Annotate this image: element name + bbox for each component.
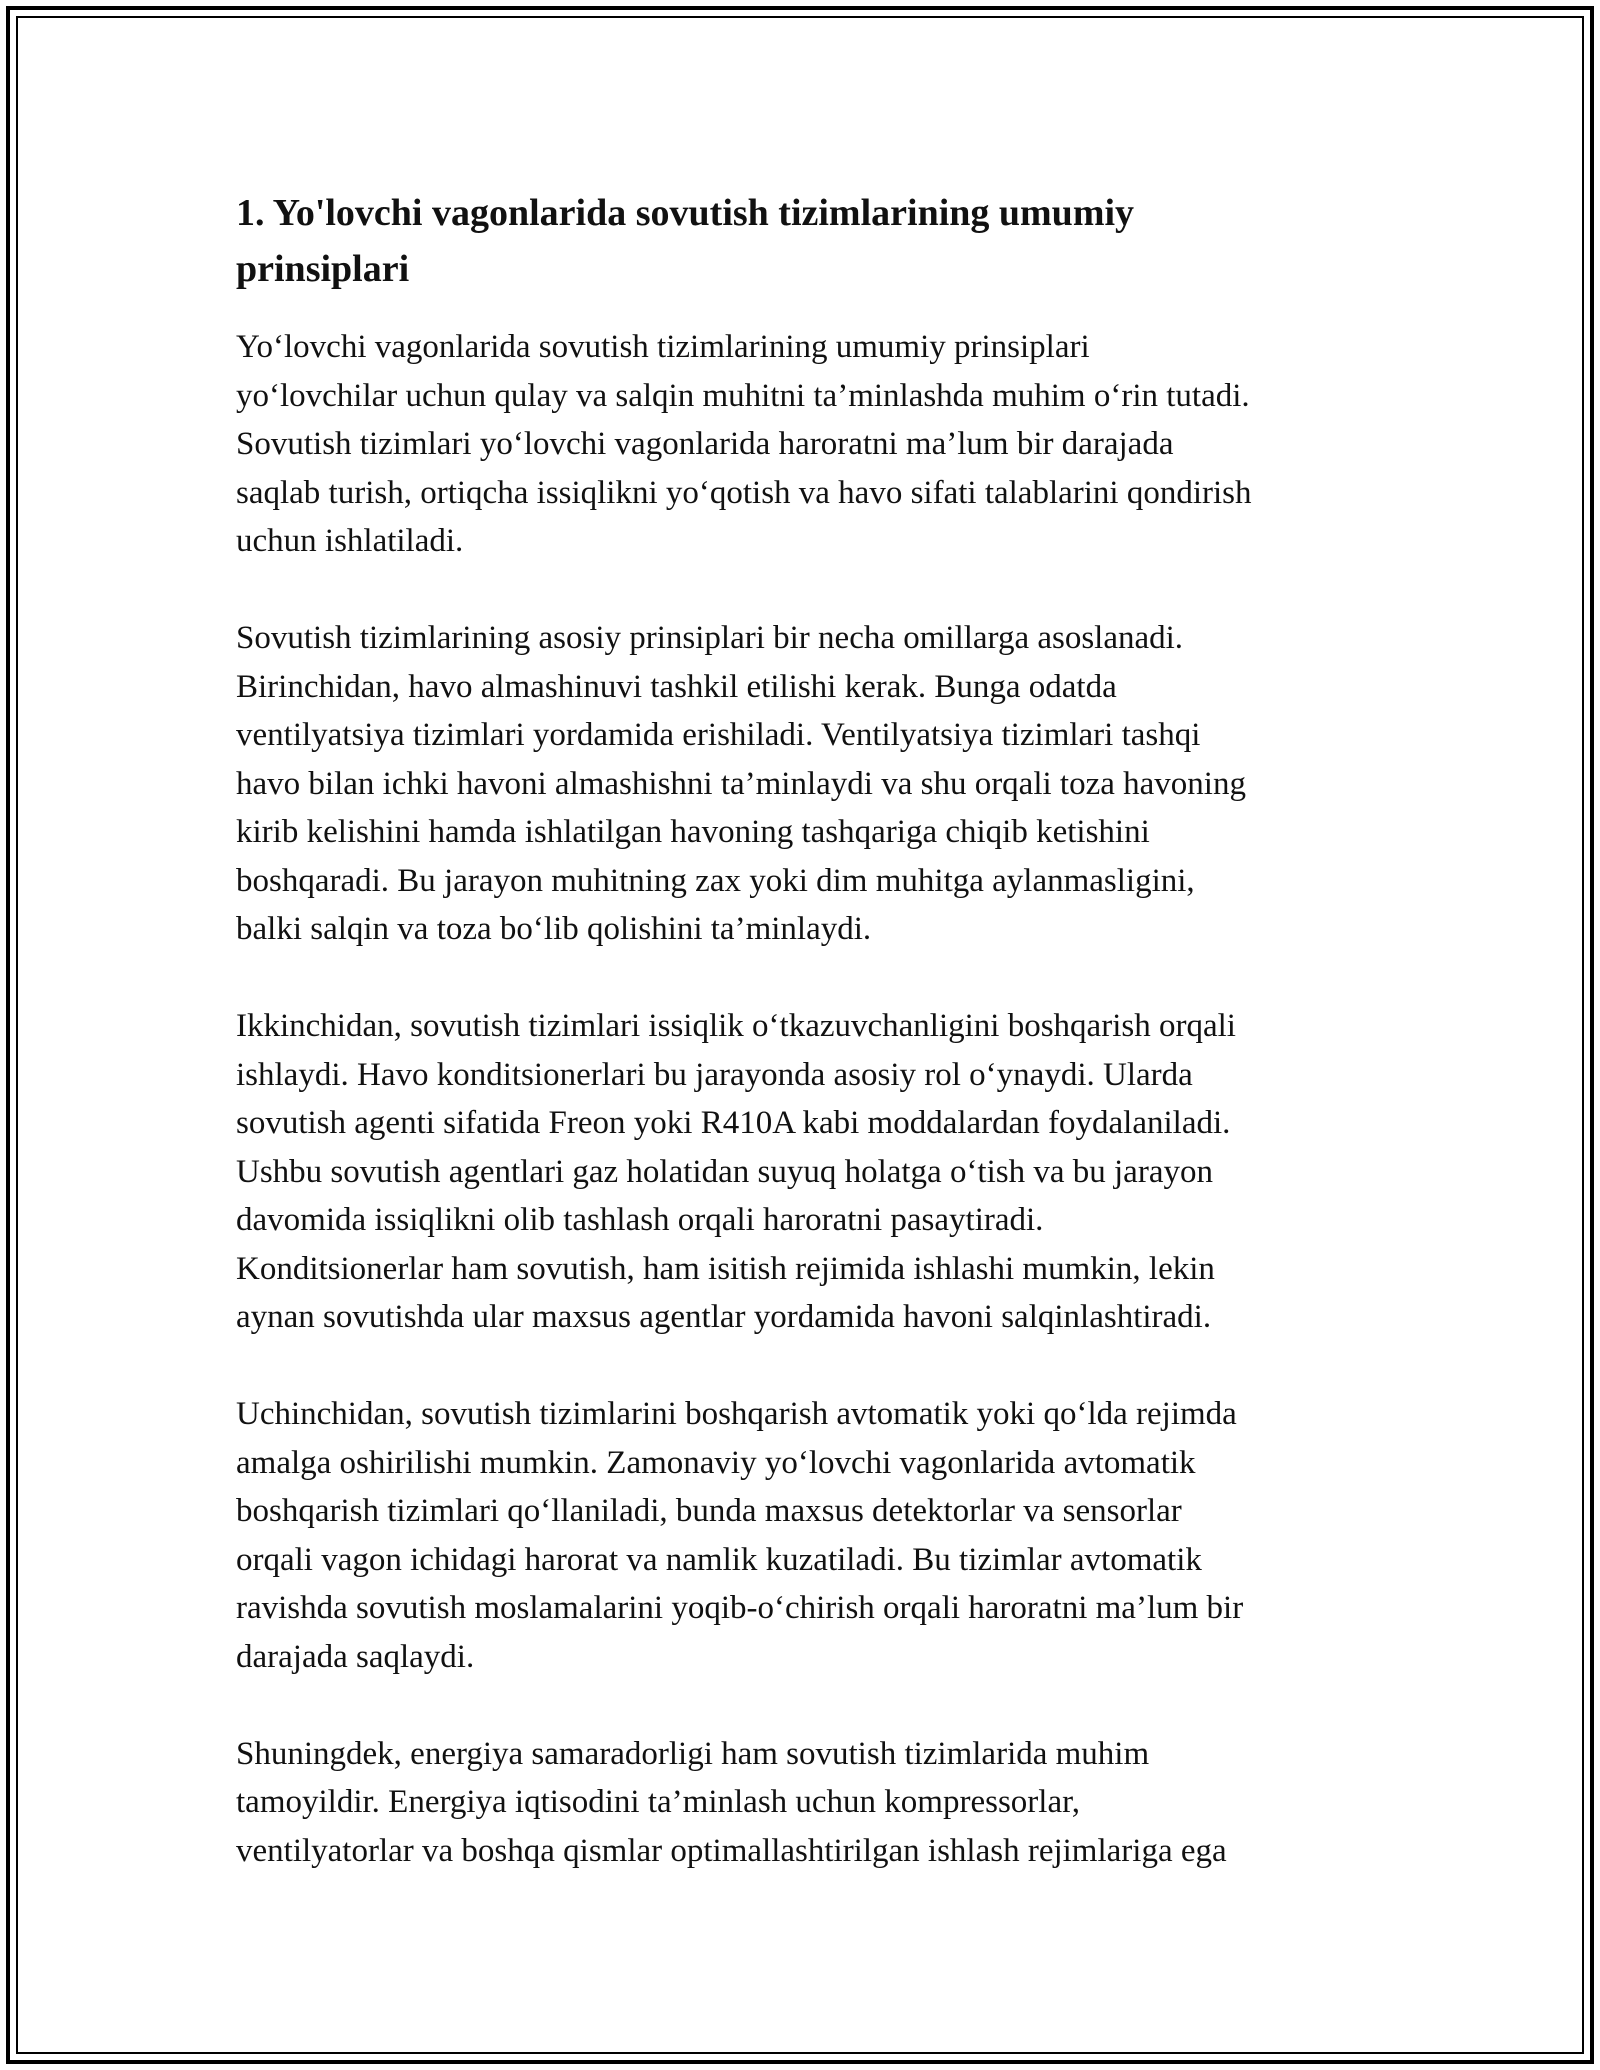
text-line: ravishda sovutish moslamalarini yoqib-o‘chirish orqali haroratni ma’lum bir: [236, 1590, 1244, 1626]
paragraph-4: [236, 1390, 1376, 1681]
text-line: saqlab turish, ortiqcha issiqlikni yo‘qotish va havo sifati talablarini qondirish: [236, 474, 1252, 511]
text-line: ishlaydi. Havo konditsionerlari bu jarayonda asosiy rol o‘ynaydi. Ularda: [236, 1056, 1193, 1093]
text-line: Sovutish tizimlarining asosiy prinsiplari bir necha omillarga asoslanadi.: [236, 620, 1184, 656]
paragraph-5: [236, 1730, 1376, 1876]
text-line: tamoyildir. Energiya iqtisodini ta’minlash uchun kompressorlar,: [236, 1784, 1081, 1820]
text-line: davomida issiqlikni olib tashlash orqali haroratni pasaytiradi.: [236, 1202, 1044, 1238]
text-line: uchun ishlatiladi.: [236, 523, 464, 559]
text-line: Konditsionerlar ham sovutish, ham isitish rejimida ishlashi mumkin, lekin: [236, 1250, 1215, 1287]
text-line: havo bilan ichki havoni almashishni ta’minlaydi va shu orqali toza havoning: [236, 765, 1246, 802]
text-line: ventilyatsiya tizimlari yordamida erishiladi. Ventilyatsiya tizimlari tashqi: [236, 717, 1201, 753]
text-line: ventilyatorlar va boshqa qismlar optimallashtirilgan ishlash rejimlariga ega: [236, 1832, 1227, 1869]
paragraph-2: [236, 614, 1376, 954]
text-line: boshqarish tizimlari qo‘llaniladi, bunda maxsus detektorlar va sensorlar: [236, 1493, 1182, 1529]
text-line: sovutish agenti sifatida Freon yoki R410A kabi moddalardan foydalaniladi.: [236, 1105, 1231, 1141]
text-line: balki salqin va toza bo‘lib qolishini ta’minlaydi.: [236, 911, 872, 947]
text-line: Ikkinchidan, sovutish tizimlari issiqlik o‘tkazuvchanligini boshqarish orqali: [236, 1008, 1236, 1044]
heading-line: prinsiplari: [236, 248, 410, 290]
text-line: kirib kelishini hamda ishlatilgan havoning tashqariga chiqib ketishini: [236, 814, 1150, 850]
text-line: yo‘lovchilar uchun qulay va salqin muhitni ta’minlashda muhim o‘rin tutadi.: [236, 377, 1250, 414]
text-line: aynan sovutishda ular maxsus agentlar yordamida havoni salqinlashtiradi.: [236, 1299, 1212, 1335]
text-line: Yo‘lovchi vagonlarida sovutish tizimlarining umumiy prinsiplari: [236, 329, 1090, 365]
text-line: Sovutish tizimlari yo‘lovchi vagonlarida haroratni ma’lum bir darajada: [236, 426, 1174, 462]
text-line: orqali vagon ichidagi harorat va namlik kuzatiladi. Bu tizimlar avtomatik: [236, 1541, 1202, 1578]
heading-line: 1. Yo'lovchi vagonlarida sovutish tizimlarining umumiy: [236, 192, 1135, 234]
text-line: Uchinchidan, sovutish tizimlarini boshqarish avtomatik yoki qo‘lda rejimda: [236, 1396, 1237, 1432]
paragraph-1: [236, 323, 1376, 566]
document-page: [236, 185, 1376, 1924]
text-line: boshqaradi. Bu jarayon muhitning zax yoki dim muhitga aylanmasligini,: [236, 862, 1195, 899]
text-line: Birinchidan, havo almashinuvi tashkil etilishi kerak. Bunga odatda: [236, 668, 1117, 705]
text-line: darajada saqlaydi.: [236, 1638, 475, 1675]
text-line: Shuningdek, energiya samaradorligi ham sovutish tizimlarida muhim: [236, 1735, 1150, 1772]
text-line: amalga oshirilishi mumkin. Zamonaviy yo‘lovchi vagonlarida avtomatik: [236, 1444, 1196, 1481]
text-line: Ushbu sovutish agentlari gaz holatidan suyuq holatga o‘tish va bu jarayon: [236, 1153, 1213, 1190]
section-heading: [236, 185, 1376, 297]
paragraph-3: [236, 1002, 1376, 1342]
